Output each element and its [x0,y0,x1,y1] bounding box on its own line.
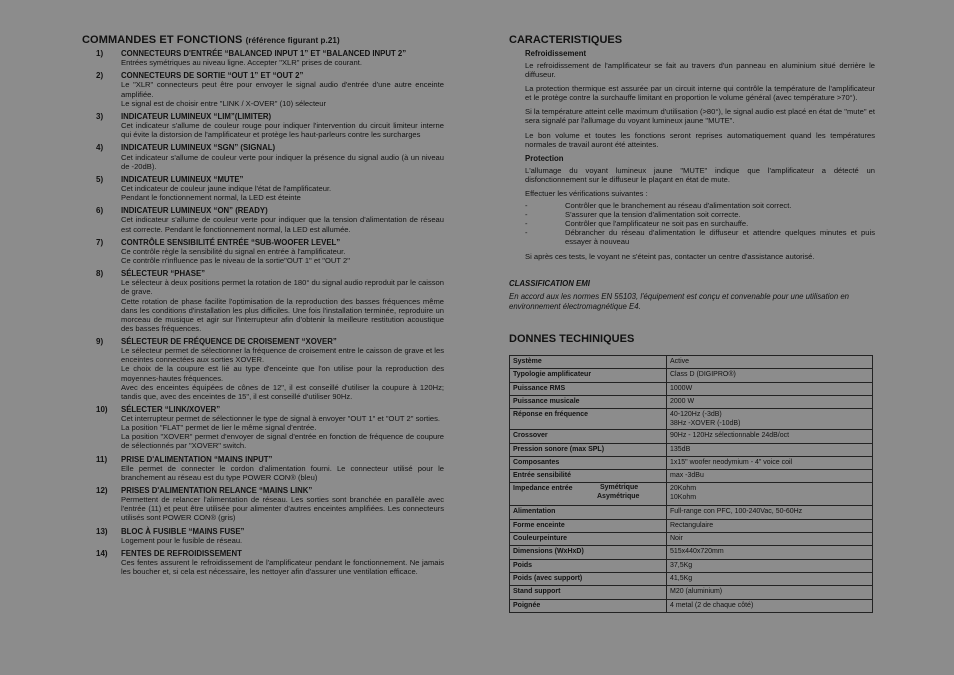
checks-list [525,201,875,246]
commands-list [82,49,444,576]
item-line: Cet interrupteur permet de sélectionner le type de signal à envoyer "OUT 1" et "OUT 2" sorties. [121,414,441,424]
item-number: 11) [96,454,108,464]
bullet-dash: - [525,228,528,238]
item-line: Le choix de la coupure est lié au type d'enceinte que l'on utilise pour la reproduction des moyennes-hautes fréquences. [121,364,444,383]
bullet-dash: - [525,201,528,211]
emi-title: CLASSIFICATION EMI [509,278,590,288]
item-line: Ce contrôle règle la sensibilité du signal en entrée à l'amplificateur. [121,246,346,256]
cooling-paragraph: Le bon volume et toutes les fonctions seront reprises automatiquement quand les températures normales de travail auront été atteintes. [525,130,875,149]
item-line: Elle permet de connecter le cordon d'alimentation fourni. Le connecteur utilisé pour le branchement au réseau est du type POWER CON® (bleu) [121,463,444,482]
command-item [82,337,444,401]
item-body [121,153,444,171]
item-heading: PRISES D'ALIMENTATION RELANCE “MAINS LINK” [121,486,313,496]
spec-value: Class D (DIGIPRO®) [667,369,873,382]
spec-value: max -3dBu [667,470,873,483]
item-heading: INDICATEUR LUMINEUX “LIM”(LIMITER) [121,111,272,121]
list-item [525,228,875,246]
spec-label: Poids [510,559,667,572]
bullet-dash: - [525,210,528,220]
item-number: 1) [96,49,104,58]
list-item [525,201,875,210]
bullet-text: Débrancher du réseau d'alimentation le diffuseur et attendre quelques minutes et puis essayer à nouveau [565,228,875,247]
item-heading: CONNECTEURS DE SORTIE “OUT 1” ET “OUT 2” [121,71,304,81]
item-number: 12) [96,486,108,496]
item-number: 8) [96,269,104,279]
spec-value: 90Hz - 120Hz sélectionnable 24dB/oct [667,430,873,443]
item-number: 2) [96,71,104,81]
item-line: Ce contrôle n'influence pas le niveau de la sortie"OUT 1" et "OUT 2" [121,256,350,265]
table-row [510,483,873,506]
item-line: Logement pour le fusible de réseau. [121,535,243,545]
command-item [82,238,444,265]
item-body [121,536,444,545]
command-item [82,143,444,170]
item-number: 3) [96,111,104,121]
spec-label: Forme enceinte [510,519,667,532]
item-line: La position "XOVER" permet d'envoyer de signal d'entrée en fonction de fréquence de coupure de sélectionnés par "XOVER" switch. [121,432,444,451]
commands-column [82,34,444,581]
bullet-text: Contrôler que l'amplificateur ne soit pas en surchauffe. [565,219,749,229]
spec-label: Composantes [510,456,667,469]
spec-value: 1000W [667,382,873,395]
item-number: 4) [96,143,104,153]
cooling-subtitle: Refroidissement [525,49,587,58]
spec-label: Crossover [510,430,667,443]
item-number: 14) [96,549,108,559]
item-number: 5) [96,174,104,184]
spec-value: 515x440x720mm [667,546,873,559]
item-line: Le sélecteur permet de sélectionner la fréquence de croisement entre le caisson de grave et les enceintes connectées aux sorties XOVER. [121,346,444,365]
item-body [121,58,444,67]
item-heading: CONTRÔLE SENSIBILITÉ ENTRÉE “SUB-WOOFER LEVEL” [121,237,341,247]
item-number: 6) [96,206,104,216]
table-row [510,456,873,469]
spec-label: Couleurpeinture [510,533,667,546]
table-row [510,430,873,443]
item-number: 13) [96,526,108,536]
spec-value: Full-range con PFC, 100-240Vac, 50-60Hz [667,506,873,519]
spec-value: Rectangulaire [667,519,873,532]
spec-label: Réponse en fréquence [510,409,667,430]
item-number: 10) [96,404,108,414]
spec-label: Pression sonore (max SPL) [510,443,667,456]
item-line: Cette rotation de phase facilite l'optimisation de la reproduction des basses fréquences même dans les conditions d'installation les plus difficiles. Une fois l'installation terminée, reproduire un morceau de musique et agir sur l'interrupteur afin d'obtenir la meilleure restitution acoustique des basses fréquences. [121,296,444,333]
item-line: Permettent de relancer l'alimentation de réseau. Les sorties sont branchée en parallèle avec l'entrée (11) et peut être utilisée pour alimenter d'autres enceintes amplifiées. Les connecteurs utilisés sont POWER CON® (gris) [121,495,444,523]
item-body [121,495,444,522]
spec-label-main: Impedance entrée [513,485,573,493]
item-heading: INDICATEUR LUMINEUX “SGN” (SIGNAL) [121,143,276,153]
item-heading: INDICATEUR LUMINEUX “ON” (READY) [121,206,268,216]
item-heading: INDICATEUR LUMINEUX “MUTE” [121,174,244,184]
item-line: Ces fentes assurent le refroidissement de l'amplificateur pendant le fonctionnement. Ne jamais les boucher et, si cela est nécessaire, les nettoyer afin d'assurer une ventilation efficace. [121,558,444,577]
item-heading: SÉLECTEUR “PHASE” [121,269,206,279]
spec-label: Puissance musicale [510,395,667,408]
command-item [82,49,444,67]
command-item [82,527,444,545]
item-line: Le signal est de choisir entre "LINK / X-OVER" (10) sélecteur [121,98,327,108]
spec-value: 20Kohm 10Kohm [667,483,873,506]
item-number: 7) [96,237,104,247]
command-item [82,112,444,139]
item-heading: BLOC À FUSIBLE “MAINS FUSE” [121,526,245,536]
spec-label [510,483,667,506]
features-title: CARACTERISTIQUES [509,34,623,46]
item-body [121,346,444,401]
table-row [510,559,873,572]
spec-label: Alimentation [510,506,667,519]
spec-value: Noir [667,533,873,546]
item-line: La position "FLAT" permet de lier le même signal d'entrée. [121,423,317,433]
spec-value: 2000 W [667,395,873,408]
protection-paragraph: L'allumage du voyant lumineux jaune "MUTE" indique que l'amplificateur a détecté un disfonctionnement sur le diffuseur le plaçant en état de mute. [525,165,875,184]
specs-title: DONNES TECHINIQUES [509,333,635,346]
item-body [121,278,444,333]
spec-value: 40-120Hz (-3dB) 38Hz -XOVER (-10dB) [667,409,873,430]
command-item [82,486,444,522]
bullet-text: Contrôler que le branchement au réseau d'alimentation soit correct. [565,201,792,211]
item-line: Le "XLR" connecteurs peut être pour envoyer le signal audio d'entrée d'une autre enceinte amplifiée. [121,80,444,99]
spec-label: Poids (avec support) [510,572,667,585]
item-body [121,558,444,576]
item-number: 9) [96,337,104,347]
commands-title [82,34,444,46]
spec-value: 41,5Kg [667,572,873,585]
spec-value: 135dB [667,443,873,456]
command-item [82,71,444,107]
item-line: Cet indicateur s'allume de couleur verte pour indiquer que la tension d'alimentation de réseau est correcte. Pendant le fonctionnement normal, la LED est allumée. [121,215,444,234]
command-item [82,206,444,233]
item-body [121,121,444,139]
item-line: Cet indicateur s'allume de couleur rouge pour indiquer l'intervention du circuit limiteur interne qui évite la distorsion de l'amplificateur et protège les haut-parleurs contre les surcharges [121,121,444,140]
item-body [121,247,444,265]
command-item [82,455,444,482]
item-line: Entrées symétriques au niveau ligne. Accepter "XLR" prises de courant. [121,58,362,68]
bullet-dash: - [525,219,528,229]
item-heading: FENTES DE REFROIDISSEMENT [121,549,242,559]
table-row [510,443,873,456]
table-row [510,519,873,532]
spec-label: Stand support [510,586,667,599]
table-row [510,409,873,430]
emi-text: En accord aux les normes EN 55103, l'équipement est conçu et convenable pour une utilisation en environnement électromagnétique E4. [509,292,849,311]
commands-heading: COMMANDES ET FONCTIONS [82,34,243,46]
item-body [121,184,444,202]
item-body [121,414,444,450]
spec-label: Entrée sensibilité [510,470,667,483]
item-line: Avec des enceintes équipées de cônes de 12", il est conseillé d'utiliser la coupure à 120Hz; tandis que, avec des enceintes de 15", il est conseillé d'utiliser 90Hz. [121,382,444,401]
cooling-paragraph: Le refroidissement de l'amplificateur se fait au travers d'un panneau en aluminium situé derrière le diffuseur. [525,61,875,80]
spec-value: 37,5Kg [667,559,873,572]
item-line: Cet indicateur s'allume de couleur verte pour indiquer la présence du signal audio (à un niveau de -20dB). [121,152,444,171]
table-row [510,599,873,612]
table-row [510,356,873,369]
command-item [82,175,444,202]
item-line: Le sélecteur à deux positions permet la rotation de 180° du signal audio reproduit par le caisson de grave. [121,278,444,297]
table-row [510,546,873,559]
table-row [510,395,873,408]
protection-subtitle: Protection [525,153,564,163]
table-row [510,586,873,599]
checks-intro: Effectuer les vérifications suivantes : [525,188,648,198]
spec-label-sub: Symétrique [600,484,639,492]
commands-reference: (référence figurant p.21) [245,36,340,45]
features-column [509,34,875,613]
spec-value: 1x15" woofer neodymium - 4" voice coil [667,456,873,469]
table-row [510,369,873,382]
spec-label: Système [510,356,667,369]
spec-value: Active [667,356,873,369]
emi-section [509,279,875,312]
spec-label: Dimensions (WxHxD) [510,546,667,559]
list-item [525,210,875,219]
table-row [510,470,873,483]
spec-value: M20 (aluminium) [667,586,873,599]
table-row [510,572,873,585]
spec-label-sub: Asymétrique [597,493,640,501]
spec-label: Puissance RMS [510,382,667,395]
command-item [82,269,444,333]
bullet-text: S'assurer que la tension d'alimentation soit correcte. [565,210,741,220]
item-heading: PRISE D'ALIMENTATION “MAINS INPUT” [121,454,273,464]
item-body [121,80,444,107]
spec-value: 4 metal (2 de chaque côté) [667,599,873,612]
item-line: Pendant le fonctionnement normal, la LED est éteinte [121,193,301,203]
item-body [121,215,444,233]
list-item [525,219,875,228]
spec-label: Poignée [510,599,667,612]
item-line: Cet indicateur de couleur jaune indique l'état de l'amplificateur. [121,183,332,193]
table-row [510,533,873,546]
specs-table [509,355,873,613]
item-heading: SÉLECTEUR DE FRÉQUENCE DE CROISEMENT “XOVER” [121,337,337,347]
table-row [510,506,873,519]
item-heading: SÉLECTER “LINK/XOVER” [121,404,221,414]
cooling-paragraph: La protection thermique est assurée par un circuit interne qui contrôle la température de l'amplificateur et le protège contre la surchauffe limitant en proportion le volume général (avec température >70°). [525,84,875,103]
spec-label: Typologie amplificateur [510,369,667,382]
command-item [82,549,444,576]
cooling-paragraph: Si la température atteint celle maximum d'utilisation (>80°), le signal audio est placé en état de "mute" et sera signalé par l'allumage du voyant lumineux jaune "MUTE". [525,107,875,126]
command-item [82,405,444,450]
item-body [121,464,444,482]
final-paragraph: Si après ces tests, le voyant ne s'éteint pas, contacter un centre d'assistance autorisé. [525,251,815,261]
item-heading: CONNECTEURS D'ENTRÉE “BALANCED INPUT 1” ET “BALANCED INPUT 2” [121,49,407,58]
table-row [510,382,873,395]
